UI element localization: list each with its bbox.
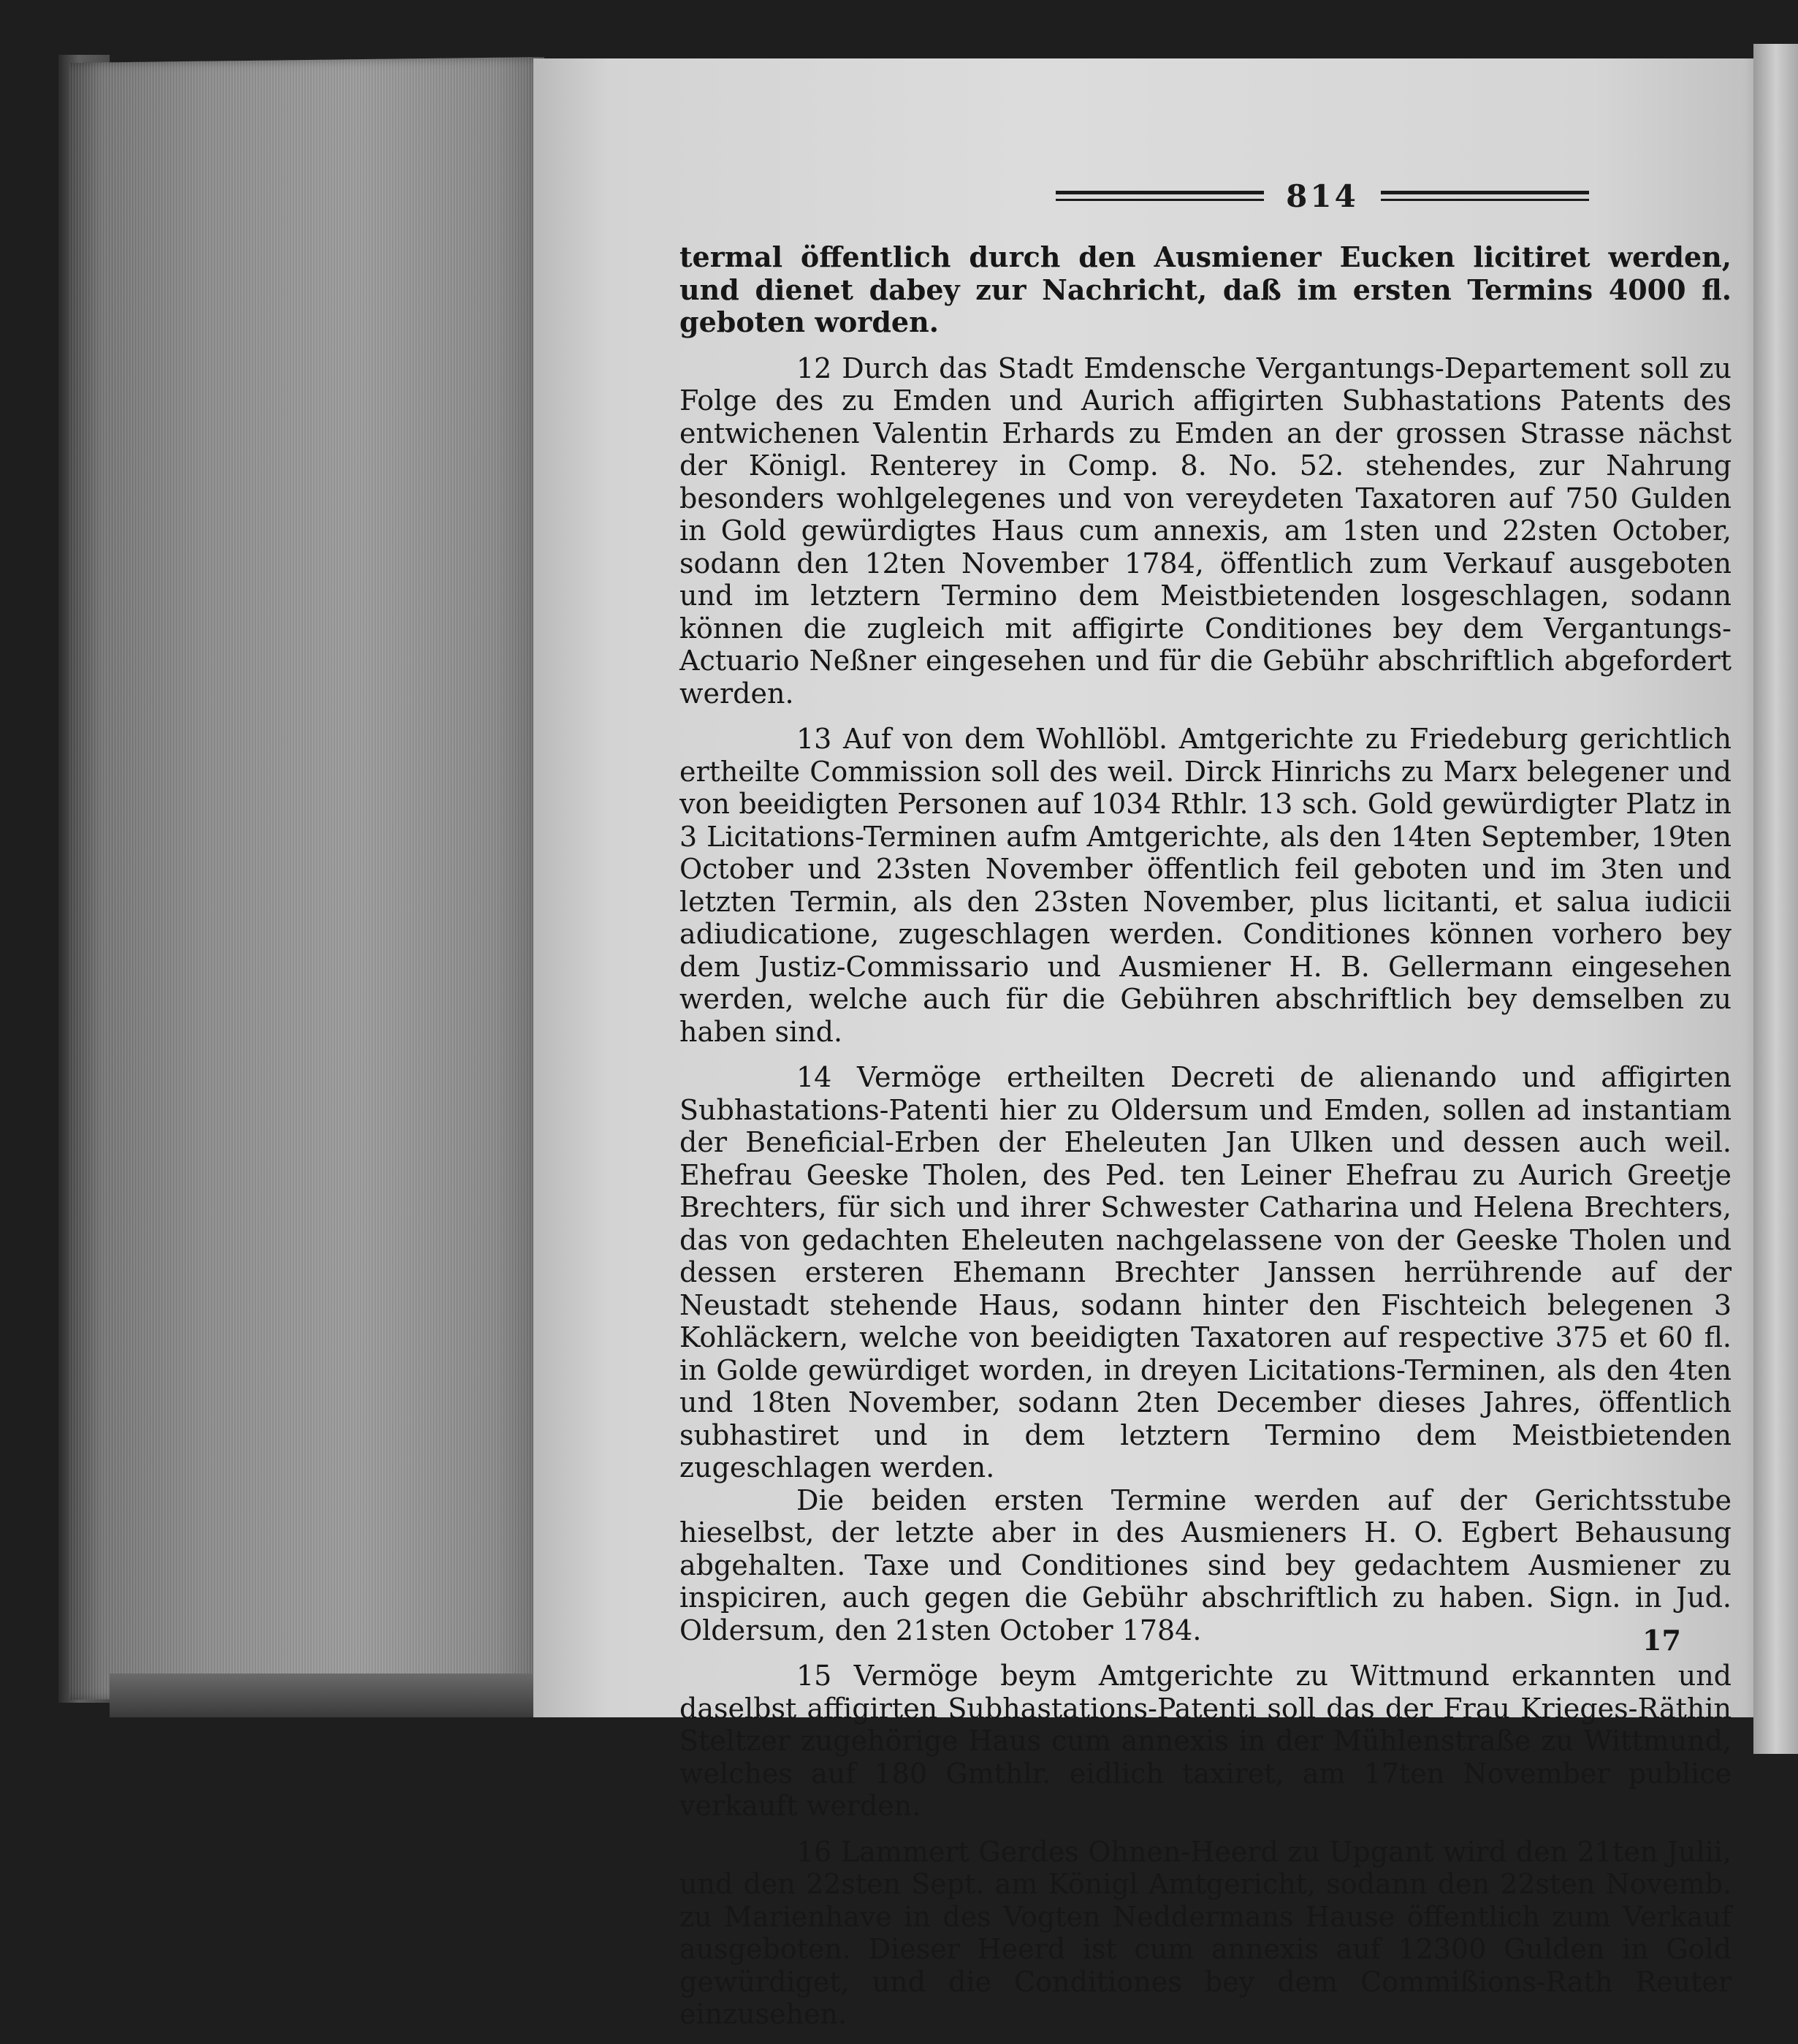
book-page-block	[69, 57, 544, 1700]
paragraph-14: 14 Vermöge ertheilten Decreti de alienando und affigirten Subhastations-Patenti hier zu Oldersum und Emden, sollen ad instantiam der Beneficial-Erben der Eheleuten Jan Ulken und dessen auch weil. Ehefrau Geeske Tholen, des Ped. ten Leiner Ehefrau zu Aurich Greetje Brechters, für sich und ihrer Schwester Catharina und Helena Brechters, das von gedachten Eheleuten nachgelassene von der Geeske Tholen und dessen ersteren Ehemann Brechter Janssen herrührende auf der Neustadt stehende Haus, sodann hinter den Fischteich belegenen 3 Kohläckern, welche von beeidigten Taxatoren auf respective 375 et 60 fl. in Golde gewürdiget worden, in dreyen Licitations-Terminen, als den 4ten und 18ten November, sodann 2ten December dieses Jahres, öffentlich subhastiret und in dem letztern Termino dem Meistbietenden zugeschlagen werden.	[679, 1061, 1732, 1483]
paragraph-12: 12 Durch das Stadt Emdensche Vergantungs-Departement soll zu Folge des zu Emden und Aurich affigirten Subhastations Patents des entwichenen Valentin Erhards zu Emden an der grossen Strasse nächst der Königl. Renterey in Comp. 8. No. 52. stehendes, zur Nahrung besonders wohlgelegenes und von vereydeten Taxatoren auf 750 Gulden in Gold gewürdigtes Haus cum annexis, am 1sten und 22sten October, sodann den 12ten November 1784, öffentlich zum Verkauf ausgeboten und im letztern Termino dem Meistbietenden losgeschlagen, sodann können die zugleich mit affigirte Conditiones bey dem Vergantungs-Actuario Neßner eingesehen und für die Gebühr abschriftlich abgefordert werden.	[679, 352, 1732, 710]
paragraph-16: 16 Lammert Gerdes Ohnen-Heerd zu Upgant wird den 21ten Julii, und den 22sten Sept. am Königl Amtgericht, sodann den 22sten Novemb. zu Marienhave in des Vogten Neddermans Hause öffentlich zum Verkauf ausgeboten. Dieser Heerd ist cum annexis auf 12300 Gulden in Gold gewürdiget, und die Conditiones bey dem Commißions-Rath Reuter einzusehen.	[679, 1835, 1732, 2030]
facing-page-edge	[1753, 44, 1798, 1754]
running-header	[942, 174, 1702, 218]
page-body	[679, 241, 1732, 2044]
header-rule-right	[1381, 191, 1589, 201]
paragraph-continuation: termal öffentlich durch den Ausmiener Eucken licitiret werden, und dienet dabey zur Nachricht, daß im ersten Termins 4000 fl. geboten worden.	[679, 240, 1732, 338]
book-bottom-edge	[110, 1673, 548, 1717]
page-number: 814	[1286, 178, 1359, 214]
catchword: 17	[1642, 1624, 1681, 1657]
paragraph-14-continued: Die beiden ersten Termine werden auf der Gerichtsstube hieselbst, der letzte aber in des Ausmieners H. O. Egbert Behausung abgehalten. Taxe und Conditiones sind bey gedachtem Ausmiener zu inspiciren, auch gegen die Gebühr abschriftlich zu haben. Sign. in Jud. Oldersum, den 21sten October 1784.	[679, 1483, 1732, 1646]
paragraph-15: 15 Vermöge beym Amtgerichte zu Wittmund erkannten und daselbst affigirten Subhastations-Patenti soll das der Frau Krieges-Räthin Steltzer zugehörige Haus cum annexis in der Mühlenstraße zu Wittmund, welches auf 180 Gmthlr. eidlich taxiret, am 17ten November publice verkauft werden.	[679, 1660, 1732, 1822]
header-rule-left	[1056, 191, 1264, 201]
paragraph-13: 13 Auf von dem Wohllöbl. Amtgerichte zu Friedeburg gerichtlich ertheilte Commission soll des weil. Dirck Hinrichs zu Marx belegener und von beeidigten Personen auf 1034 Rthlr. 13 sch. Gold gewürdigter Platz in 3 Licitations-Terminen aufm Amtgerichte, als den 14ten September, 19ten October und 23sten November öffentlich feil geboten und im 3ten und letzten Termin, als den 23sten November, plus licitanti, et salua iudicii adiudicatione, zugeschlagen werden. Conditiones können vorhero bey dem Justiz-Commissario und Ausmiener H. B. Gellermann eingesehen werden, welche auch für die Gebühren abschriftlich bey demselben zu haben sind.	[679, 723, 1732, 1048]
